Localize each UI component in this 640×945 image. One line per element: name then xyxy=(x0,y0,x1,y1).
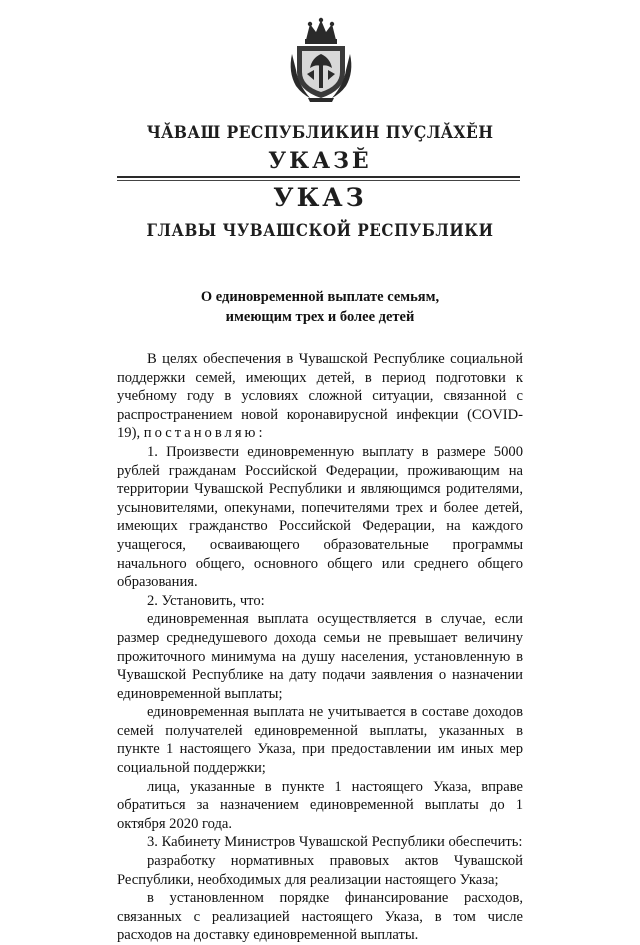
preamble-text: В целях обеспечения в Чувашской Республике социальной поддержки семей, имеющих детей, в период подготовки к учебному году в условиях сложной ситуации, связанной с распространением новой коронавирусной инфекции (COVID-19), xyxy=(117,351,523,442)
preamble-resolve-word: постановляю xyxy=(143,425,259,442)
decree-title-line1: О единовременной выплате семьям, xyxy=(200,289,440,305)
emblem-icon xyxy=(288,14,354,104)
decree-title-line2: имеющим трех и более детей xyxy=(225,309,415,325)
header-divider xyxy=(117,176,520,178)
paragraph-preamble xyxy=(117,350,523,443)
paragraph-item-2-condition: единовременная выплата осуществляется в случае, если размер среднедушевого дохода семьи не превышает величину прожиточного минимума на душу населения, установленную в Чувашской Республике на дату подачи заявления о назначении единовременной выплаты; xyxy=(117,611,523,702)
paragraph-item-2: 2. Установить, что: xyxy=(147,592,265,609)
paragraph-item-3-acts: разработку нормативных правовых актов Чувашской Республики, необходимых для реализации настоящего Указа; xyxy=(117,853,523,888)
decree-body xyxy=(117,350,523,945)
header-head-of-republic: ГЛАВЫ ЧУВАШСКОЙ РЕСПУБЛИКИ xyxy=(146,221,494,240)
paragraph-item-3: 3. Кабинету Министров Чувашской Республики обеспечить: xyxy=(147,834,523,851)
header-chuvash-ukaze: УКАЗĔ xyxy=(268,148,372,174)
paragraph-item-2-deadline: лица, указанные в пункте 1 настоящего Указа, вправе обратиться за назначением единовременной выплаты до 1 октября 2020 года. xyxy=(117,778,523,832)
preamble-colon: : xyxy=(258,425,263,442)
header-chuvash-title: ЧĂВАШ РЕСПУБЛИКИН ПУÇЛĂХĔН xyxy=(146,123,494,143)
header-divider-thin xyxy=(117,180,520,181)
paragraph-item-2-income: единовременная выплата не учитывается в составе доходов семей получателей единовременной выплаты, указанных в пункте 1 настоящего Указа, при предоставлении им иных мер социальной поддержки; xyxy=(117,704,523,777)
paragraph-item-1: 1. Произвести единовременную выплату в размере 5000 рублей гражданам Российской Федерации, проживающим на территории Чувашской Республики и являющимся родителями, усыновителями, опекунами, попечителями трех и более детей, имеющих гражданство Российской Федерации, на каждого учащегося, осваивающего образовательные программы начального общего, основного общего или среднего общего образования. xyxy=(117,443,523,591)
paragraph-item-3-financing: в установленном порядке финансирование расходов, связанных с реализацией настоящего Указа, в том числе расходов на доставку единовременной выплаты. xyxy=(117,890,523,944)
header-ukaz: УКАЗ xyxy=(273,183,367,212)
